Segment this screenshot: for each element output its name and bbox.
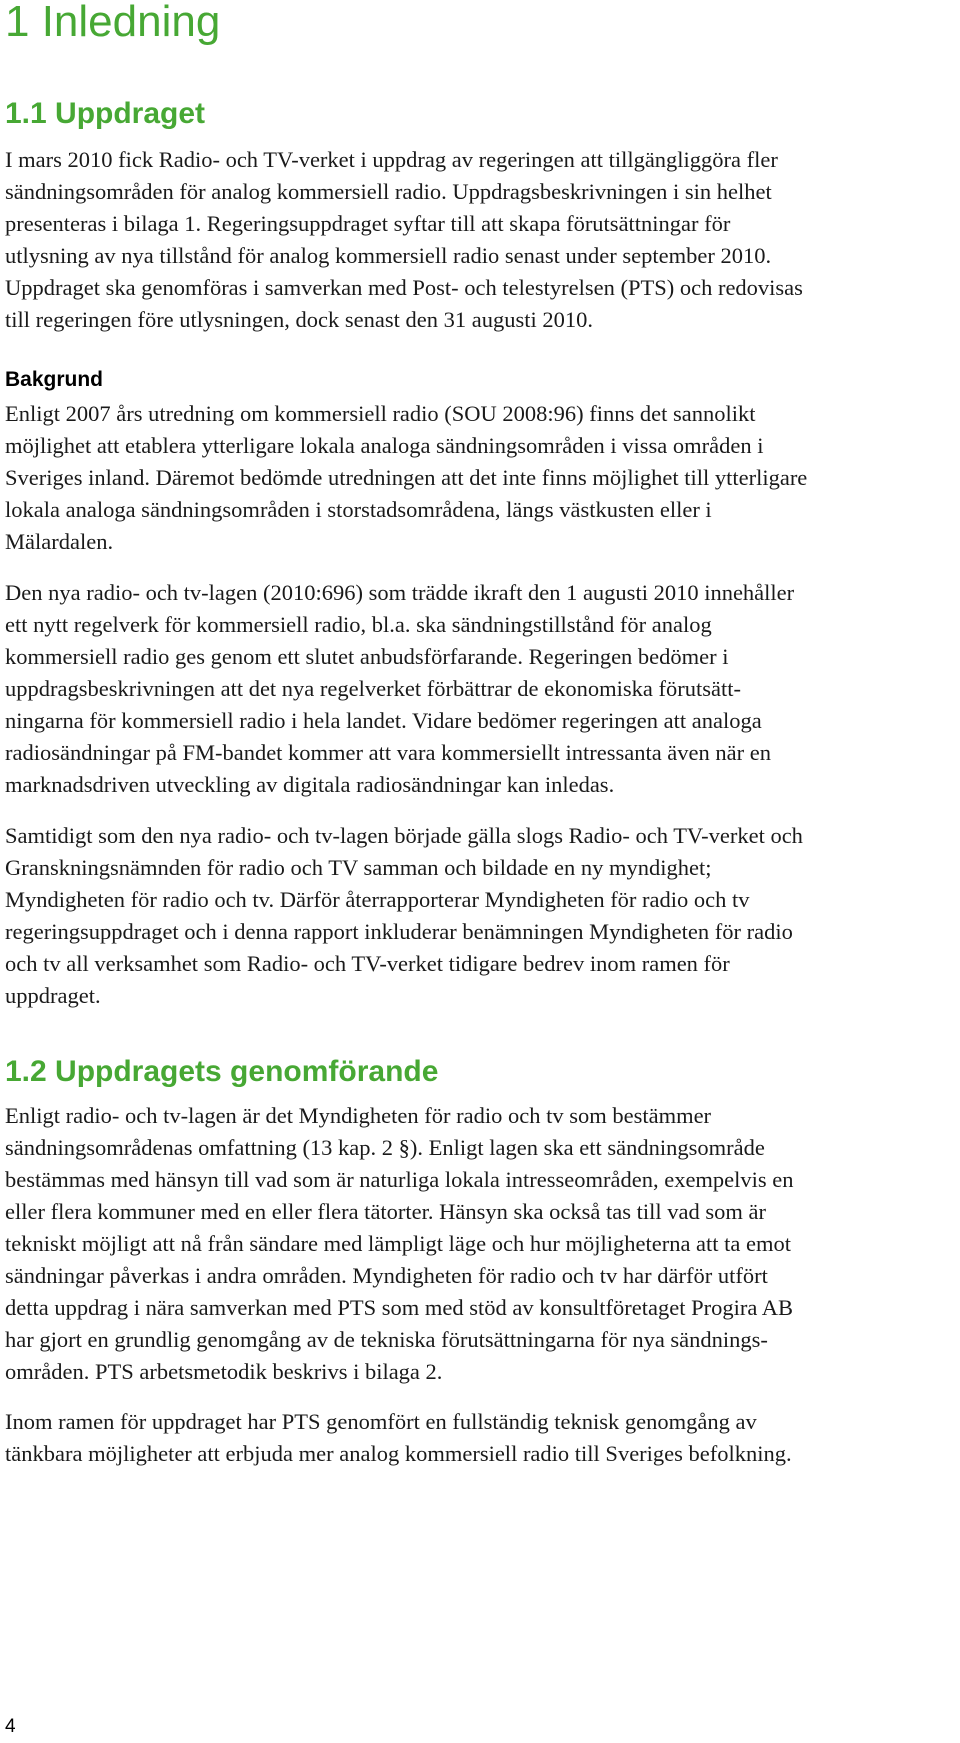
text-line: marknadsdriven utveckling av digitala radiosändningar kan inledas. bbox=[5, 772, 615, 797]
paragraph-bakgrund-3 bbox=[5, 820, 955, 1012]
section-heading-1-1: 1.1 Uppdraget bbox=[5, 97, 206, 130]
text-line: eller flera kommuner med en eller flera tätorter. Hänsyn ska också tas till vad som är bbox=[5, 1199, 766, 1224]
text-line: uppdraget. bbox=[5, 983, 101, 1008]
subheading-bakgrund: Bakgrund bbox=[5, 368, 104, 391]
text-line: utlysning av nya tillstånd för analog kommersiell radio senast under september 2010. bbox=[5, 243, 772, 268]
text-line: sändningsområdenas omfattning (13 kap. 2 §). Enligt lagen ska ett sändningsområde bbox=[5, 1135, 765, 1160]
text-line: radiosändningar på FM-bandet kommer att vara kommersiellt intressanta även när en bbox=[5, 740, 771, 765]
paragraph-genomforande-1 bbox=[5, 1100, 955, 1388]
section-heading-1-2: 1.2 Uppdragets genomförande bbox=[5, 1055, 439, 1088]
text-line: regeringsuppdraget och i denna rapport inkluderar benämningen Myndigheten för radio bbox=[5, 919, 793, 944]
text-line: uppdragsbeskrivningen att det nya regelverket förbättrar de ekonomiska förutsätt- bbox=[5, 676, 741, 701]
paragraph-uppdraget bbox=[5, 144, 955, 336]
text-line: Sveriges inland. Däremot bedömde utredningen att det inte finns möjlighet till ytterligare bbox=[5, 465, 808, 490]
paragraph-bakgrund-2 bbox=[5, 577, 955, 801]
text-line: tekniskt möjligt att nå från sändare med lämpligt läge och hur möjligheterna att ta emot bbox=[5, 1231, 792, 1256]
text-line: ningarna för kommersiell radio i hela landet. Vidare bedömer regeringen att analoga bbox=[5, 708, 762, 733]
text-line: sändningsområden för analog kommersiell radio. Uppdragsbeskrivningen i sin helhet bbox=[5, 179, 772, 204]
text-line: Samtidigt som den nya radio- och tv-lagen började gälla slogs Radio- och TV-verket och bbox=[5, 823, 803, 848]
paragraph-bakgrund-1 bbox=[5, 398, 955, 558]
text-line: lokala analoga sändningsområden i storstadsområdena, längs västkusten eller i bbox=[5, 497, 712, 522]
text-line: Granskningsnämnden för radio och TV samman och bildade en ny myndighet; bbox=[5, 855, 712, 880]
text-line: presenteras i bilaga 1. Regeringsuppdraget syftar till att skapa förutsättningar för bbox=[5, 211, 731, 236]
text-line: till regeringen före utlysningen, dock senast den 31 augusti 2010. bbox=[5, 307, 593, 332]
text-line: Uppdraget ska genomföras i samverkan med Post- och telestyrelsen (PTS) och redovisas bbox=[5, 275, 803, 300]
text-line: Enligt 2007 års utredning om kommersiell radio (SOU 2008:96) finns det sannolikt bbox=[5, 401, 756, 426]
text-line: möjlighet att etablera ytterligare lokala analoga sändningsområden i vissa områden i bbox=[5, 433, 764, 458]
paragraph-genomforande-2 bbox=[5, 1406, 955, 1470]
text-line: Enligt radio- och tv-lagen är det Myndigheten för radio och tv som bestämmer bbox=[5, 1103, 712, 1128]
text-line: Den nya radio- och tv-lagen (2010:696) som trädde ikraft den 1 augusti 2010 innehåller bbox=[5, 580, 795, 605]
text-line: och tv all verksamhet som Radio- och TV-verket tidigare bedrev inom ramen för bbox=[5, 951, 730, 976]
text-line: bestämmas med hänsyn till vad som är naturliga lokala intresseområden, exempelvis en bbox=[5, 1167, 794, 1192]
text-line: Inom ramen för uppdraget har PTS genomfört en fullständig teknisk genomgång av bbox=[5, 1409, 757, 1434]
text-line: områden. PTS arbetsmetodik beskrivs i bilaga 2. bbox=[5, 1359, 443, 1384]
text-line: kommersiell radio ges genom ett slutet anbudsförfarande. Regeringen bedömer i bbox=[5, 644, 729, 669]
text-line: ett nytt regelverk för kommersiell radio, bl.a. ska sändningstillstånd för analog bbox=[5, 612, 712, 637]
text-line: I mars 2010 fick Radio- och TV-verket i uppdrag av regeringen att tillgängliggöra fler bbox=[5, 147, 778, 172]
text-line: sändningar påverkas i andra områden. Myndigheten för radio och tv har därför utfört bbox=[5, 1263, 768, 1288]
text-line: detta uppdrag i nära samverkan med PTS som med stöd av konsultföretaget Progira AB bbox=[5, 1295, 793, 1320]
text-line: Mälardalen. bbox=[5, 529, 114, 554]
chapter-heading: 1 Inledning bbox=[5, 0, 221, 46]
page-number: 4 bbox=[5, 1716, 16, 1737]
text-line: har gjort en grundlig genomgång av de tekniska förutsättningarna för nya sändnings- bbox=[5, 1327, 768, 1352]
text-line: Myndigheten för radio och tv. Därför återrapporterar Myndigheten för radio och tv bbox=[5, 887, 750, 912]
text-line: tänkbara möjligheter att erbjuda mer analog kommersiell radio till Sveriges befolkning. bbox=[5, 1441, 792, 1466]
